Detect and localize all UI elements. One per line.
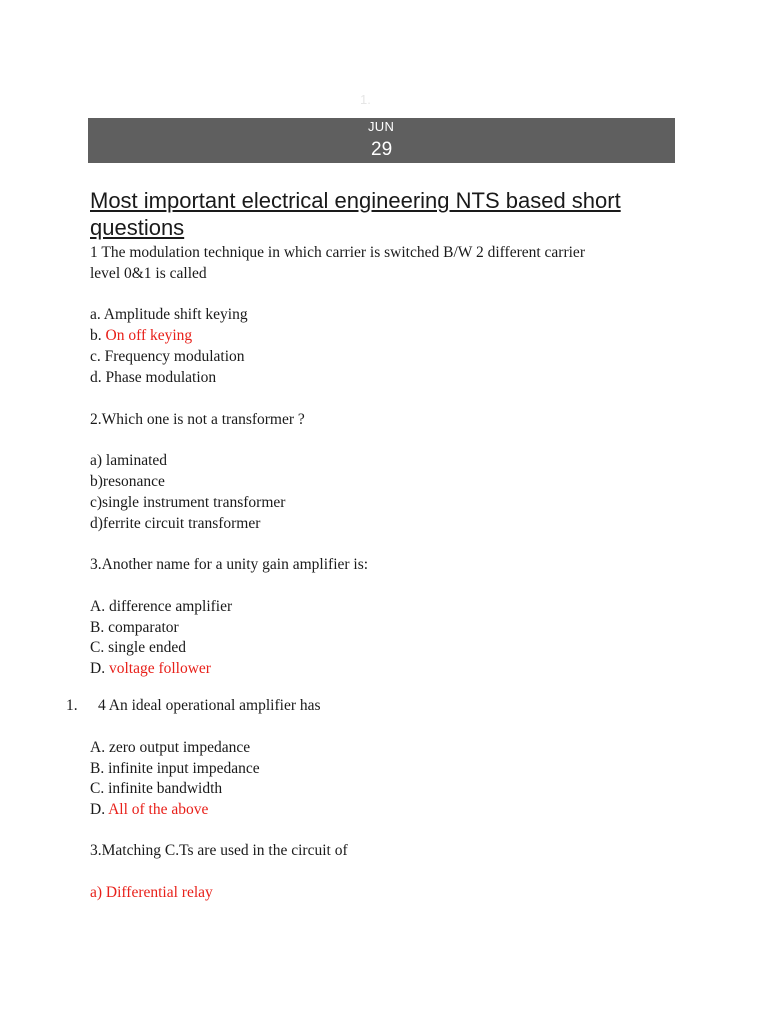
question-1-text: 1 The modulation technique in which carrier is switched B/W 2 different carrier <box>90 244 585 261</box>
q1-option-a: a. Amplitude shift keying <box>90 306 248 323</box>
q3-correct-answer: voltage follower <box>108 660 211 677</box>
q2-option-c: c)single instrument transformer <box>90 494 286 511</box>
q4-option-b: B. infinite input impedance <box>90 760 260 777</box>
date-badge <box>88 118 675 163</box>
question-3-text: 3.Another name for a unity gain amplifier is: <box>90 556 369 573</box>
q3-option-d <box>90 659 211 679</box>
question-1-text-cont: level 0&1 is called <box>90 265 207 282</box>
date-month: JUN <box>368 119 395 134</box>
post-title[interactable]: Most important electrical engineering NTS based short questions <box>90 188 621 240</box>
faint-page-number: 1. <box>360 92 371 107</box>
q5-correct-answer: a) Differential relay <box>90 884 213 901</box>
question-2-text: 2.Which one is not a transformer ? <box>90 411 305 428</box>
question-5-text: 3.Matching C.Ts are used in the circuit of <box>90 842 348 859</box>
q1-option-b <box>90 326 192 346</box>
q4-option-a: A. zero output impedance <box>90 739 251 756</box>
q1-correct-answer: On off keying <box>105 327 193 344</box>
q4-option-c: C. infinite bandwidth <box>90 780 223 797</box>
q1-option-b-prefix: b. <box>90 327 106 344</box>
q1-option-d: d. Phase modulation <box>90 369 217 386</box>
q4-option-d-prefix: D. <box>90 801 109 818</box>
q1-option-c: c. Frequency modulation <box>90 348 245 365</box>
q2-option-b: b)resonance <box>90 473 165 490</box>
ordered-list-number: 1. <box>66 697 78 714</box>
q3-option-b: B. comparator <box>90 619 179 636</box>
q4-correct-answer: All of the above <box>108 801 209 818</box>
date-day: 29 <box>371 139 393 160</box>
question-4-text: 4 An ideal operational amplifier has <box>98 697 321 714</box>
q3-option-c: C. single ended <box>90 639 186 656</box>
q2-option-a: a) laminated <box>90 452 168 469</box>
q3-option-a: A. difference amplifier <box>90 598 233 615</box>
q2-option-d: d)ferrite circuit transformer <box>90 515 261 532</box>
q4-option-d <box>90 800 208 820</box>
q3-option-d-prefix: D. <box>90 660 109 677</box>
